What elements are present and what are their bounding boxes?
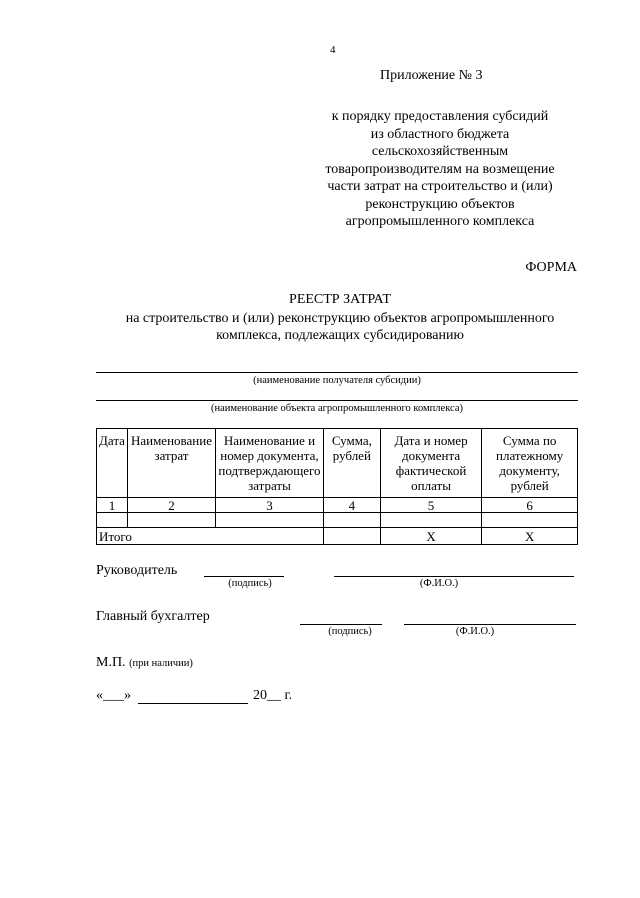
- accountant-signature-line: [300, 624, 382, 625]
- table-total-row: [97, 528, 578, 545]
- table-header-cell: Сумма, рублей: [323, 429, 380, 498]
- appendix-text: [300, 108, 580, 231]
- appendix-line: части затрат на строительство и (или): [327, 179, 553, 194]
- table-header-cell: Дата и номер документа фактической оплаты: [380, 429, 482, 498]
- head-label: Руководитель: [96, 563, 178, 578]
- head-signature-caption: (подпись): [228, 578, 272, 589]
- total-label: Итого: [97, 528, 324, 545]
- table-cell: [323, 528, 380, 545]
- document-subtitle: [100, 310, 580, 344]
- stamp-label: М.П.: [96, 655, 126, 670]
- table-cell: [215, 513, 323, 528]
- accountant-name-line: [404, 624, 576, 625]
- object-line: [96, 400, 578, 401]
- form-label: ФОРМА: [525, 260, 577, 275]
- appendix-title: Приложение № 3: [380, 68, 483, 83]
- stamp-note: (при наличии): [129, 658, 193, 669]
- table-header-cell: Наименование затрат: [127, 429, 215, 498]
- table-header-cell: Наименование и номер документа, подтверждающего затраты: [215, 429, 323, 498]
- total-mark: Х: [380, 528, 482, 545]
- date-year: 20__ г.: [253, 688, 293, 703]
- table-cell: [323, 513, 380, 528]
- table-cell: [482, 513, 578, 528]
- column-number: 2: [127, 498, 215, 513]
- column-number: 1: [97, 498, 128, 513]
- costs-register-table: [96, 428, 578, 545]
- table-cell: [127, 513, 215, 528]
- column-number: 4: [323, 498, 380, 513]
- column-number: 6: [482, 498, 578, 513]
- appendix-line: из областного бюджета: [370, 126, 510, 142]
- table-header-row: [97, 429, 578, 498]
- column-number: 3: [215, 498, 323, 513]
- table-cell: [380, 513, 482, 528]
- date-open: «___»: [96, 688, 131, 703]
- subtitle-line: на строительство и (или) реконструкцию объектов агропромышленного: [125, 311, 555, 326]
- total-mark: Х: [482, 528, 578, 545]
- head-name-line: [334, 576, 574, 577]
- accountant-signature-caption: (подпись): [328, 626, 372, 637]
- table-number-row: [97, 498, 578, 513]
- head-name-caption: (Ф.И.О.): [419, 578, 459, 589]
- accountant-label: Главный бухгалтер: [96, 609, 210, 624]
- subtitle-line: комплекса, подлежащих субсидированию: [216, 328, 464, 343]
- page-number: 4: [330, 44, 336, 56]
- document-title: РЕЕСТР ЗАТРАТ: [289, 292, 391, 307]
- appendix-line: реконструкцию объектов: [365, 196, 515, 212]
- table-row: [97, 513, 578, 528]
- table-header-cell: Сумма по платежному документу, рублей: [482, 429, 578, 498]
- object-caption: (наименование объекта агропромышленного комплекса): [210, 403, 463, 414]
- appendix-line: агропромышленного комплекса: [345, 214, 535, 229]
- table-cell: [97, 513, 128, 528]
- appendix-line: к порядку предоставления субсидий: [331, 109, 549, 124]
- recipient-caption: (наименование получателя субсидии): [253, 375, 421, 386]
- appendix-line: товаропроизводителям на возмещение: [325, 161, 555, 177]
- stamp-block: [96, 655, 193, 671]
- column-number: 5: [380, 498, 482, 513]
- recipient-line: [96, 372, 578, 373]
- date-month-line: [138, 703, 248, 704]
- accountant-name-caption: (Ф.И.О.): [455, 626, 495, 637]
- table-header-cell: Дата: [97, 429, 128, 498]
- head-signature-line: [204, 576, 284, 577]
- appendix-line: сельскохозяйственным: [371, 144, 509, 159]
